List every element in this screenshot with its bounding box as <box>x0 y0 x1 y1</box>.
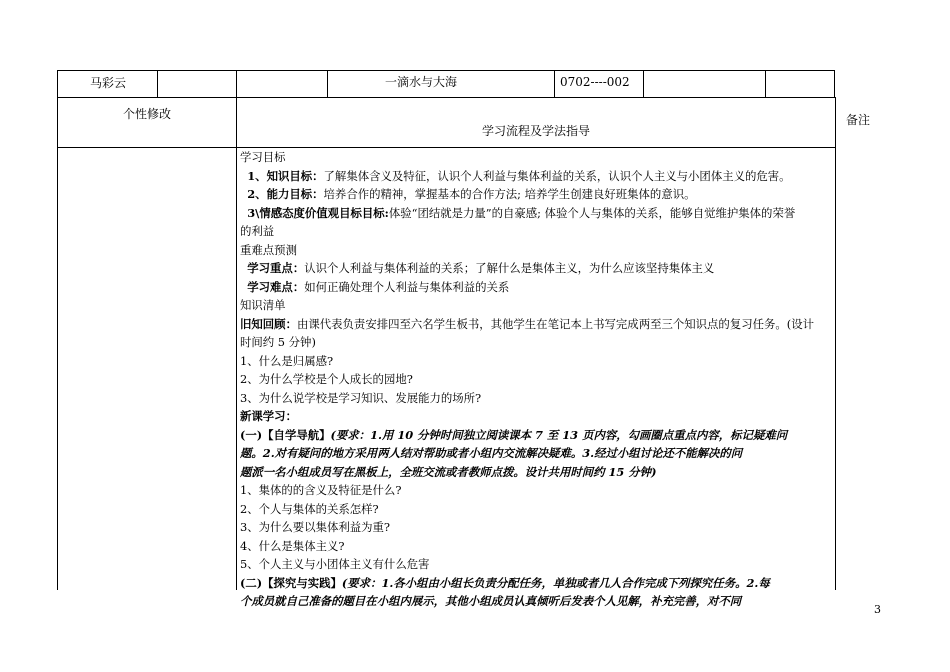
part1-line-2: 题。2.对有疑问的地方采用两人结对帮助或者小组内交流解决疑难。3.经过小组讨论还不能解决的问 <box>240 446 743 460</box>
review-question-2: 2、为什么学校是个人成长的园地? <box>240 372 413 386</box>
goal-knowledge <box>240 167 834 186</box>
part1-text: (要求：1.用 10 分钟时间独立阅读课本 7 至 13 页内容，勾画圈点重点内容，标记疑难问 <box>330 427 788 442</box>
table-col-line-1 <box>157 70 158 97</box>
table-col-line-3 <box>327 70 328 97</box>
keypoint-title: 重难点预测 <box>240 242 297 257</box>
review-text: 由课代表负责安排四至六名学生板书，其他学生在笔记本上书写完成两至三个知识点的复习任务。(设计 <box>296 316 814 331</box>
table-border-right <box>834 70 835 97</box>
part2-label: (二)【探究与实践】 <box>240 575 342 590</box>
key-point-text: 认识个人利益与集体利益的关系；了解什么是集体主义，为什么应该坚持集体主义 <box>304 261 715 275</box>
difficult-point-label: 学习难点： <box>247 279 305 294</box>
review-cont: 时间约 5 分钟) <box>240 335 316 349</box>
table-col-line-2 <box>236 70 237 590</box>
page-number: 3 <box>874 603 881 616</box>
goal-knowledge-label: 1、知识目标： <box>247 168 324 183</box>
table-border-top <box>57 70 835 71</box>
question-2: 2、个人与集体的关系怎样? <box>240 501 379 516</box>
goal-attitude <box>240 204 834 223</box>
table-row-line-1 <box>57 97 835 98</box>
difficult-point <box>240 278 834 297</box>
part1-label: (一)【自学导航】 <box>240 427 331 442</box>
new-lesson-title: 新课学习： <box>240 409 297 423</box>
part2-line-2: 个成员就自己准备的题目在小组内展示，其他小组成员认真倾听后发表个人见解，补充完善，对不同 <box>240 594 742 608</box>
question-4: 4、什么是集体主义? <box>240 538 345 553</box>
goal-knowledge-text: 了解集体含义及特征，认识个人利益与集体利益的关系，认识个人主义与小团体主义的危害。 <box>323 168 791 183</box>
table-col-line-7 <box>835 97 836 590</box>
knowledge-title: 知识清单 <box>240 298 286 312</box>
goal-attitude-cont: 的利益 <box>240 224 275 238</box>
question-5: 5、个人主义与小团体主义有什么危害 <box>240 557 430 571</box>
review-question-3: 3、为什么说学校是学习知识、发展能力的场所? <box>240 390 482 405</box>
goal-attitude-label: 3\情感态度价值观目标目标: <box>247 205 389 220</box>
key-point <box>240 259 834 278</box>
table-col-line-4 <box>554 70 555 97</box>
goal-ability-text: 培养合作的精神，掌握基本的合作方法; 培养学生创建良好班集体的意识。 <box>323 187 696 201</box>
part2-text: (要求：1.各小组由小组长负责分配任务，单独或者几人合作完成下列探究任务。2.每 <box>341 575 770 590</box>
lesson-code: 0702----002 <box>560 75 630 89</box>
goal-ability <box>240 185 834 204</box>
lesson-title: 一滴水与大海 <box>385 75 458 89</box>
process-guide-heading: 学习流程及学法指导 <box>482 124 591 138</box>
goal-attitude-text: 体验“团结就是力量”的自豪感; 体验个人与集体的关系，能够自觉维护集体的荣誉 <box>388 205 796 220</box>
part1-line-1 <box>240 426 834 445</box>
table-col-line-6 <box>765 70 766 97</box>
personal-edit-heading: 个性修改 <box>123 107 172 121</box>
goal-ability-label: 2、能力目标： <box>247 187 324 201</box>
table-border-left <box>57 70 58 590</box>
teacher-name: 马彩云 <box>90 76 127 90</box>
review <box>240 315 834 334</box>
part2-line-1 <box>240 574 834 593</box>
review-question-1: 1、什么是归属感? <box>240 353 334 368</box>
goals-title: 学习目标 <box>240 150 286 164</box>
question-1: 1、集体的的含义及特征是什么? <box>240 483 402 497</box>
table-col-line-5 <box>643 70 644 97</box>
part1-line-3: 题派一名小组成员写在黑板上，全班交流或者教师点拨。设计共用时间约 15 分钟) <box>240 464 657 479</box>
key-point-label: 学习重点： <box>247 261 305 275</box>
review-label: 旧知回顾： <box>240 316 297 331</box>
remarks-heading: 备注 <box>846 113 871 127</box>
lesson-content <box>240 148 834 611</box>
question-3: 3、为什么要以集体利益为重? <box>240 520 391 534</box>
difficult-point-text: 如何正确处理个人利益与集体利益的关系 <box>304 279 510 294</box>
